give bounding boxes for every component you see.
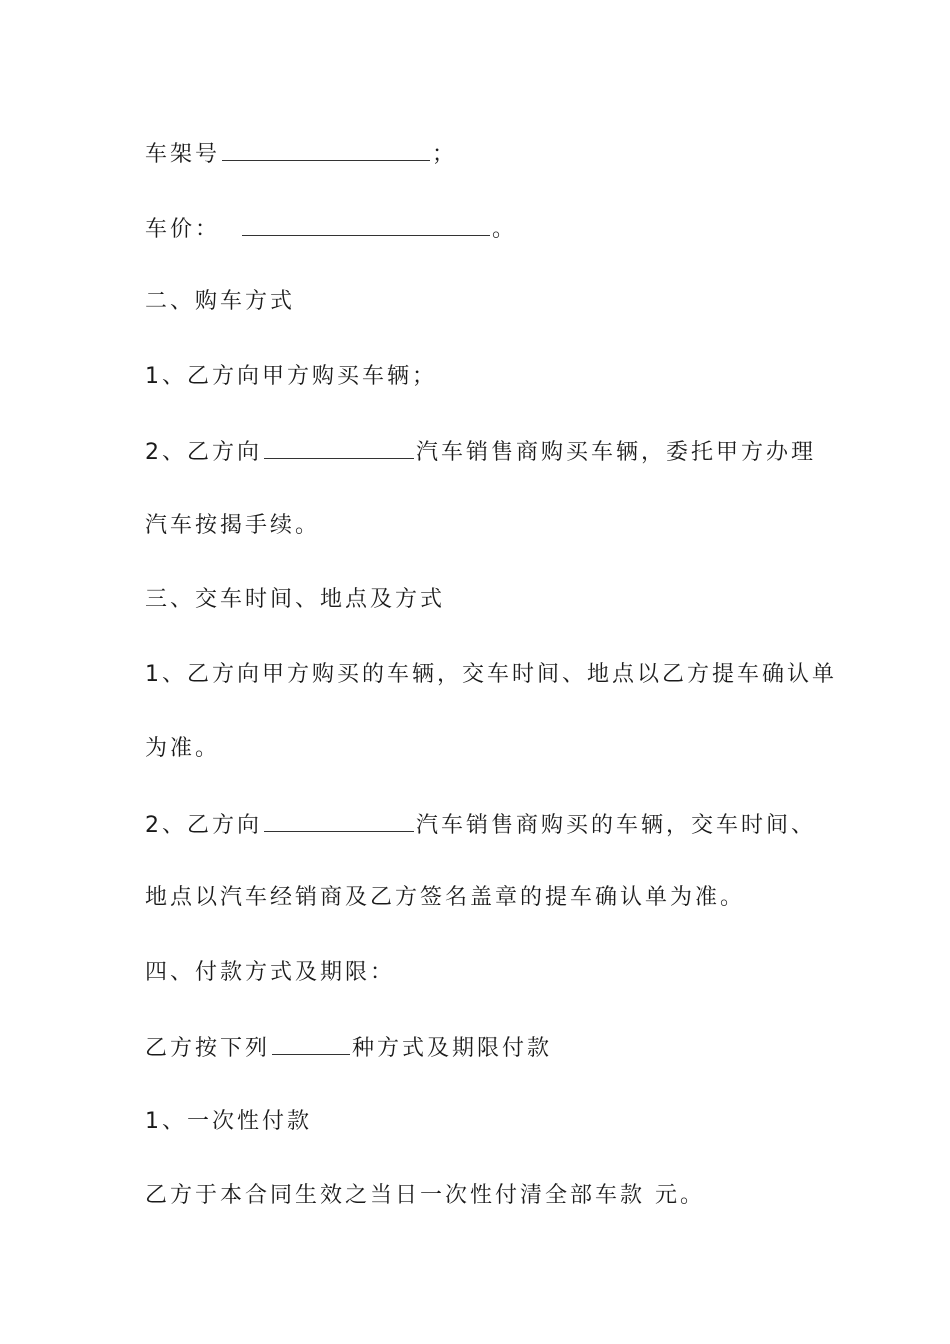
- section-3-item-1: 1、乙方向甲方购买的车辆，交车时间、地点以乙方提车确认单: [145, 662, 837, 687]
- item-3-2-post: 汽车销售商购买的车辆，交车时间、: [416, 813, 817, 838]
- vin-blank: [222, 138, 430, 161]
- item-2-post: 汽车销售商购买车辆，委托甲方办理: [416, 440, 817, 465]
- section-4-heading: 四、付款方式及期限：: [145, 960, 396, 985]
- dealer-blank-2: [264, 809, 414, 832]
- section-3-item-2: [145, 809, 816, 841]
- vin-line: [145, 138, 457, 170]
- section-2-item-1: 1、乙方向甲方购买车辆；: [145, 364, 437, 389]
- item-3-2-pre: 2、乙方向: [145, 813, 262, 838]
- payment-method-blank: [272, 1032, 350, 1055]
- section-2-heading: 二、购车方式: [145, 289, 296, 314]
- price-line: [145, 213, 517, 245]
- payment-post: 种方式及期限付款: [352, 1036, 553, 1061]
- payment-method-line: [145, 1032, 552, 1064]
- item-2-pre: 2、乙方向: [145, 440, 262, 465]
- price-punct: 。: [492, 217, 518, 242]
- section-4-item-1: 1、一次性付款: [145, 1109, 312, 1134]
- vin-label: 车架号: [145, 142, 221, 167]
- section-2-item-2: [145, 436, 816, 468]
- payment-pre: 乙方按下列: [145, 1036, 271, 1061]
- section-3-item-2-cont: 地点以汽车经销商及乙方签名盖章的提车确认单为准。: [145, 885, 746, 910]
- lump-sum-clause: 乙方于本合同生效之当日一次性付清全部车款 元。: [145, 1183, 705, 1208]
- vin-punct: ；: [432, 142, 458, 167]
- section-2-item-2-cont: 汽车按揭手续。: [145, 513, 321, 538]
- price-label: 车价：: [145, 217, 221, 242]
- dealer-blank-1: [264, 436, 414, 459]
- section-3-heading: 三、交车时间、地点及方式: [145, 587, 446, 612]
- section-3-item-1-cont: 为准。: [145, 736, 221, 761]
- price-blank: [242, 213, 490, 236]
